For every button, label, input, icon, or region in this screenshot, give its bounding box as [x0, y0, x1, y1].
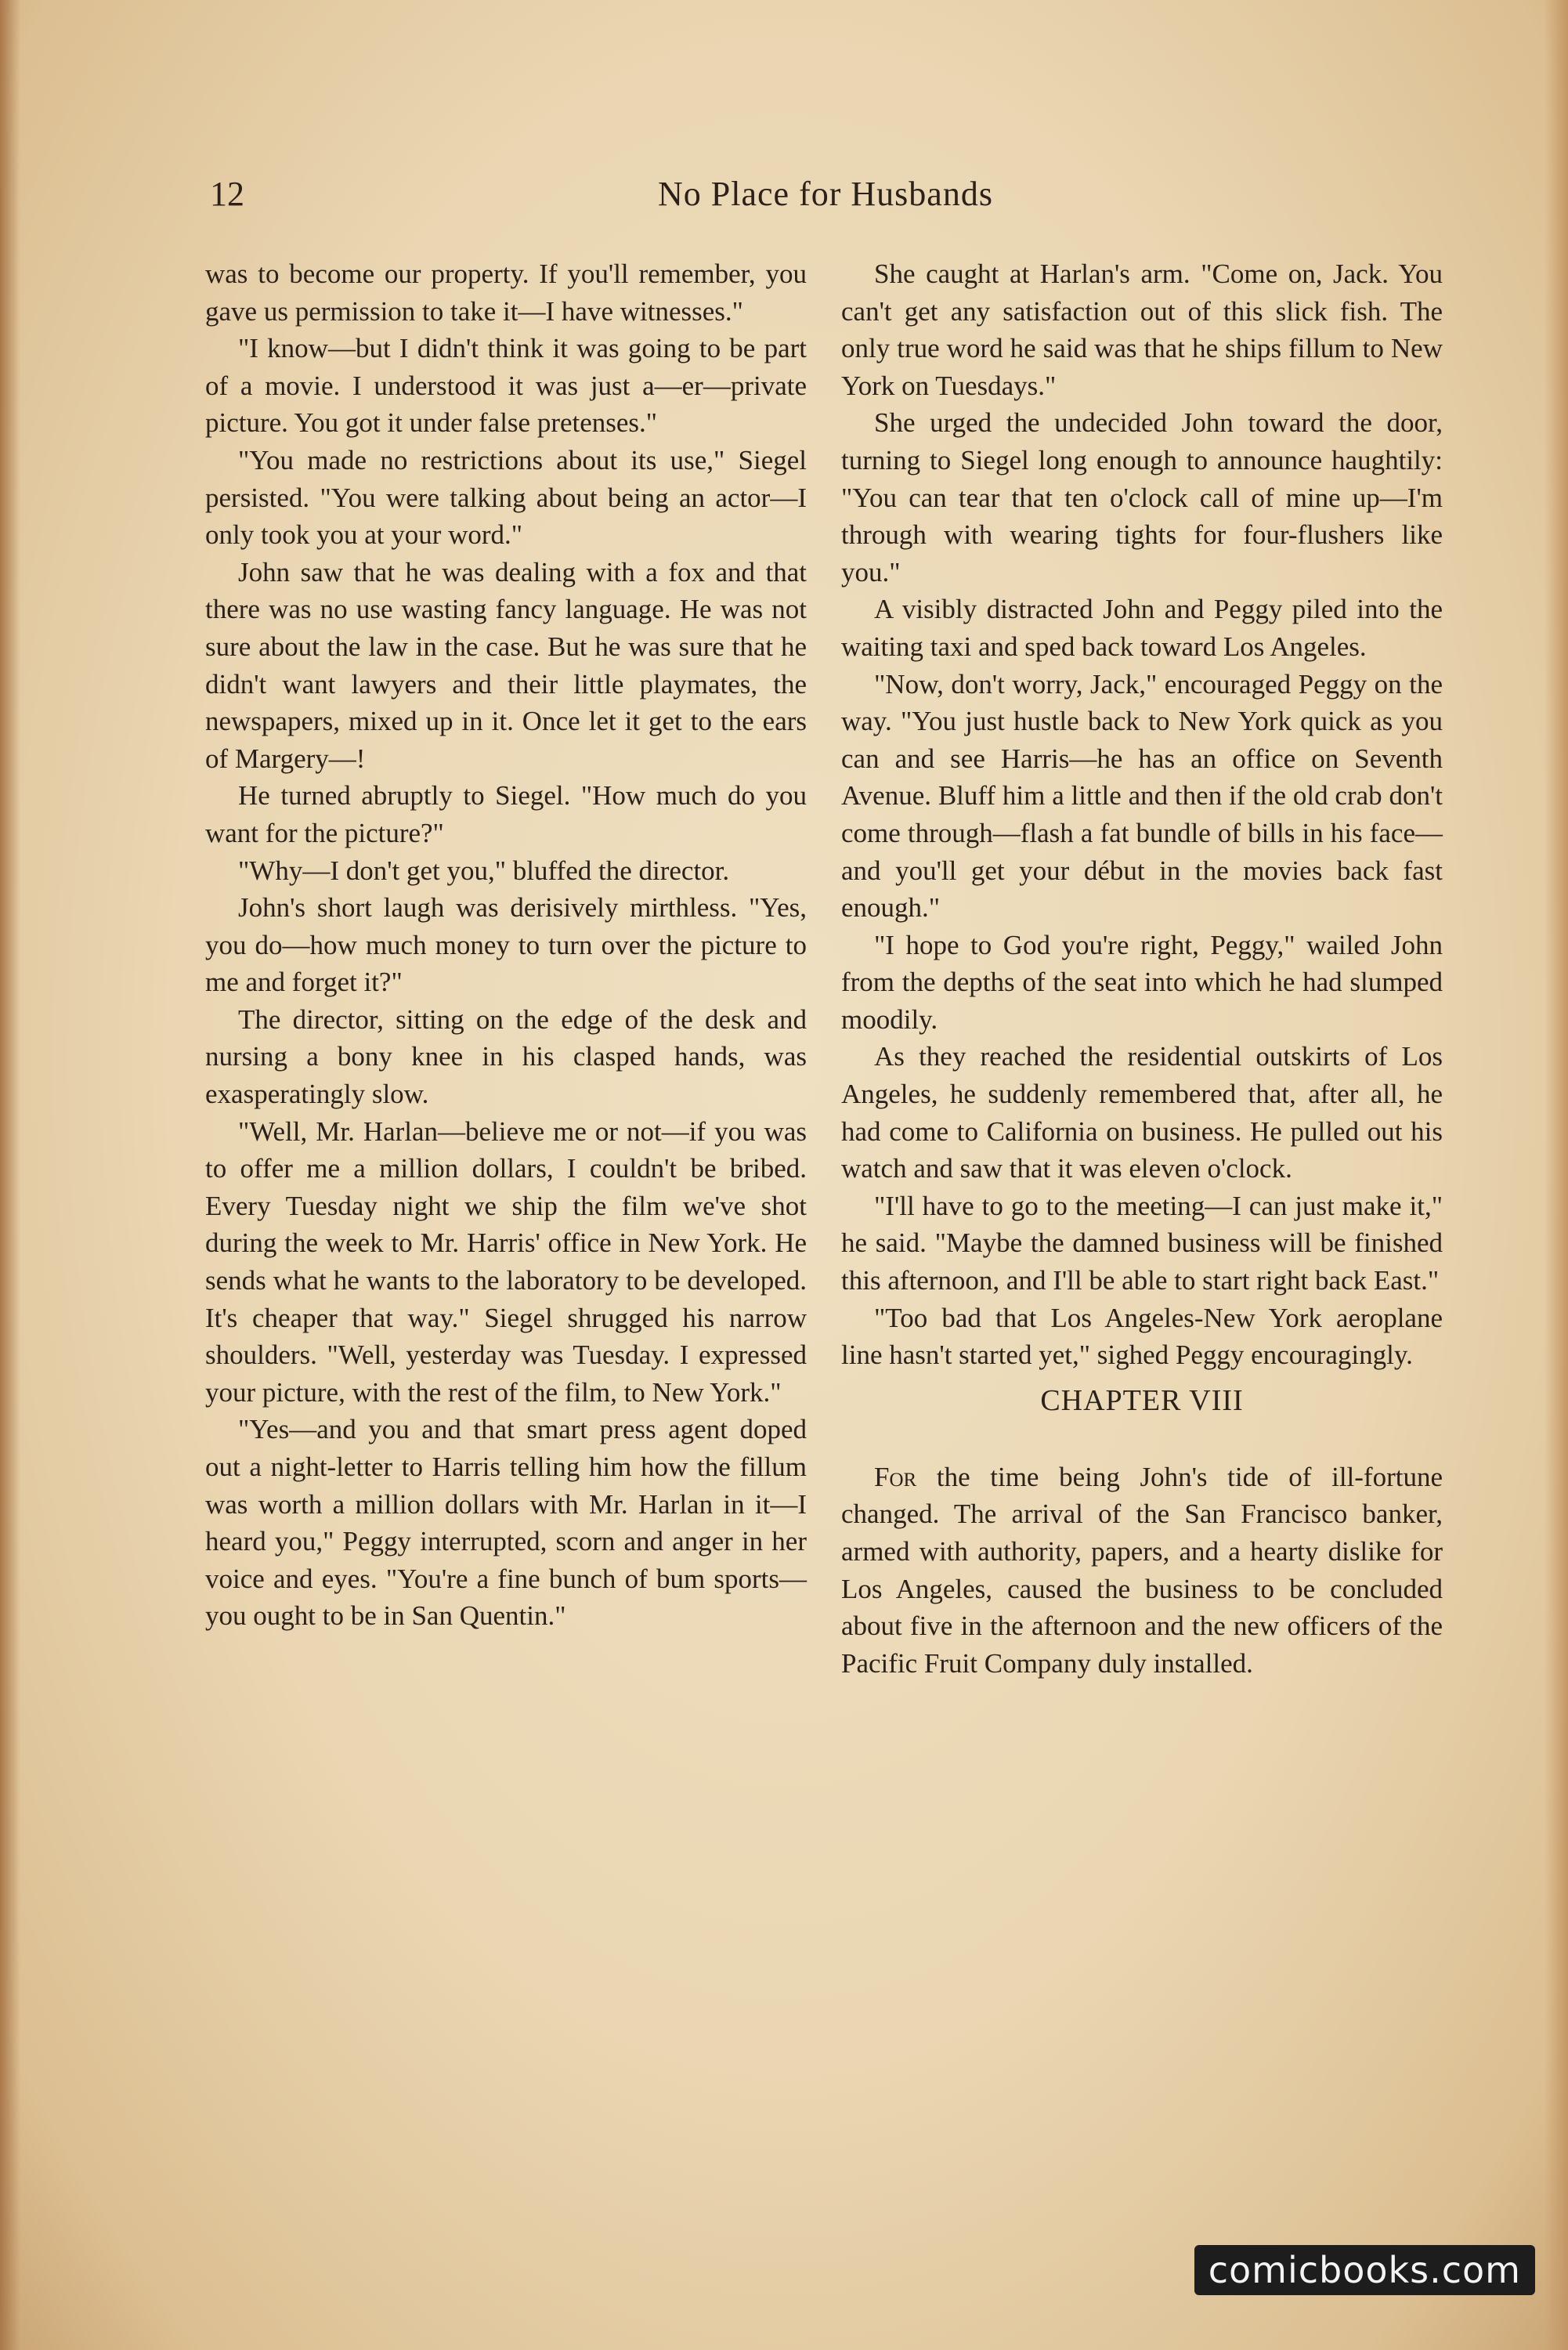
paragraph: "Well, Mr. Harlan—believe me or not—if you was to offer me a million dollars, I couldn't be bribed. Every Tuesday night we ship the film we've shot during the week to Mr. Harris' office in New York. He sends what he wants to the laboratory to be developed. It's cheaper that way." Siegel shrugged his narrow shoulders. "Well, yesterday was Tuesday. I expressed your picture, with the rest of the film, to New York."	[205, 1115, 807, 1408]
paragraph: "Yes—and you and that smart press agent doped out a night-letter to Harris telling him how the fillum was worth a million dollars with Mr. Harlan in it—I heard you," Peggy interrupted, scorn and anger in her voice and eyes. "You're a fine bunch of bum sports—you ought to be in San Quentin."	[205, 1414, 807, 1632]
page-edge-shadow-right	[1545, 0, 1568, 2350]
paragraph: John's short laugh was derisively mirthless. "Yes, you do—how much money to turn over the picture to me and forget it?"	[205, 892, 807, 998]
paragraph: "Now, don't worry, Jack," encouraged Peggy on the way. "You just hustle back to New York quick as you can and see Harris—he has an office on Seventh Avenue. Bluff him a little and then if the old crab don't come through—flash a fat bundle of bills in his face—and you'll get your début in the movies back fast enough."	[841, 668, 1443, 924]
paragraph: "You made no restrictions about its use," Siegel persisted. "You were talking about being an actor—I only took you at your word."	[205, 444, 807, 551]
paragraph: She caught at Harlan's arm. "Come on, Jack. You can't get any satisfaction out of this slick fish. The only true word he said was that he ships fillum to New York on Tuesdays."	[841, 258, 1443, 401]
left-column	[205, 255, 807, 1635]
text-columns	[205, 255, 1443, 2135]
paragraph: "Too bad that Los Angeles-New York aeroplane line hasn't started yet," sighed Peggy encouragingly.	[841, 1302, 1443, 1371]
paragraph: A visibly distracted John and Peggy piled into the waiting taxi and sped back toward Los Angeles.	[841, 594, 1443, 662]
paragraph: He turned abruptly to Siegel. "How much do you want for the picture?"	[205, 780, 807, 848]
chapter-opening-paragraph	[841, 1459, 1443, 1683]
page-edge-shadow-left	[0, 0, 20, 2350]
paragraph: As they reached the residential outskirts of Los Angeles, he suddenly remembered that, after all, he had come to California on business. He pulled out his watch and saw that it was eleven o'clock.	[841, 1041, 1443, 1184]
paragraph: "I hope to God you're right, Peggy," wailed John from the depths of the seat into which he had slumped moodily.	[841, 929, 1443, 1035]
paragraph: was to become our property. If you'll remember, you gave us permission to take it—I have witnesses."	[205, 258, 807, 327]
paragraph: She urged the undecided John toward the door, turning to Siegel long enough to announce haughtily: "You can tear that ten o'clock call of mine up—I'm through with wearing tights for four-flushers like you."	[841, 407, 1443, 588]
page-number: 12	[210, 175, 244, 213]
chapter-first-word: For	[874, 1461, 917, 1492]
paragraph: "Why—I don't get you," bluffed the director.	[238, 855, 730, 886]
paragraph: John saw that he was dealing with a fox and that there was no use wasting fancy language. He was not sure about the law in the case. But he was sure that he didn't want lawyers and their little playmates, the newspapers, mixed up in it. Once let it get to the ears of Margery—!	[205, 556, 807, 774]
paragraph: "I'll have to go to the meeting—I can just make it," he said. "Maybe the damned business will be finished this afternoon, and I'll be able to start right back East."	[841, 1190, 1443, 1296]
running-title: No Place for Husbands	[658, 175, 993, 213]
chapter-heading: CHAPTER VIII	[1040, 1383, 1244, 1417]
paragraph: "I know—but I didn't think it was going to be part of a movie. I understood it was just a—er—private picture. You got it under false pretenses."	[205, 333, 807, 439]
paragraph: The director, sitting on the edge of the desk and nursing a bony knee in his clasped hands, was exasperatingly slow.	[205, 1003, 807, 1110]
right-column	[841, 255, 1443, 1682]
chapter-paragraph-text: the time being John's tide of ill-fortune changed. The arrival of the San Francisco banker, armed with authority, papers, and a hearty dislike for Los Angeles, caused the business to be concluded about five in the afternoon and the new officers of the Pacific Fruit Company duly installed.	[841, 1461, 1443, 1679]
watermark-logo: comicbooks.com	[1194, 2245, 1535, 2295]
page-header	[210, 171, 1441, 218]
